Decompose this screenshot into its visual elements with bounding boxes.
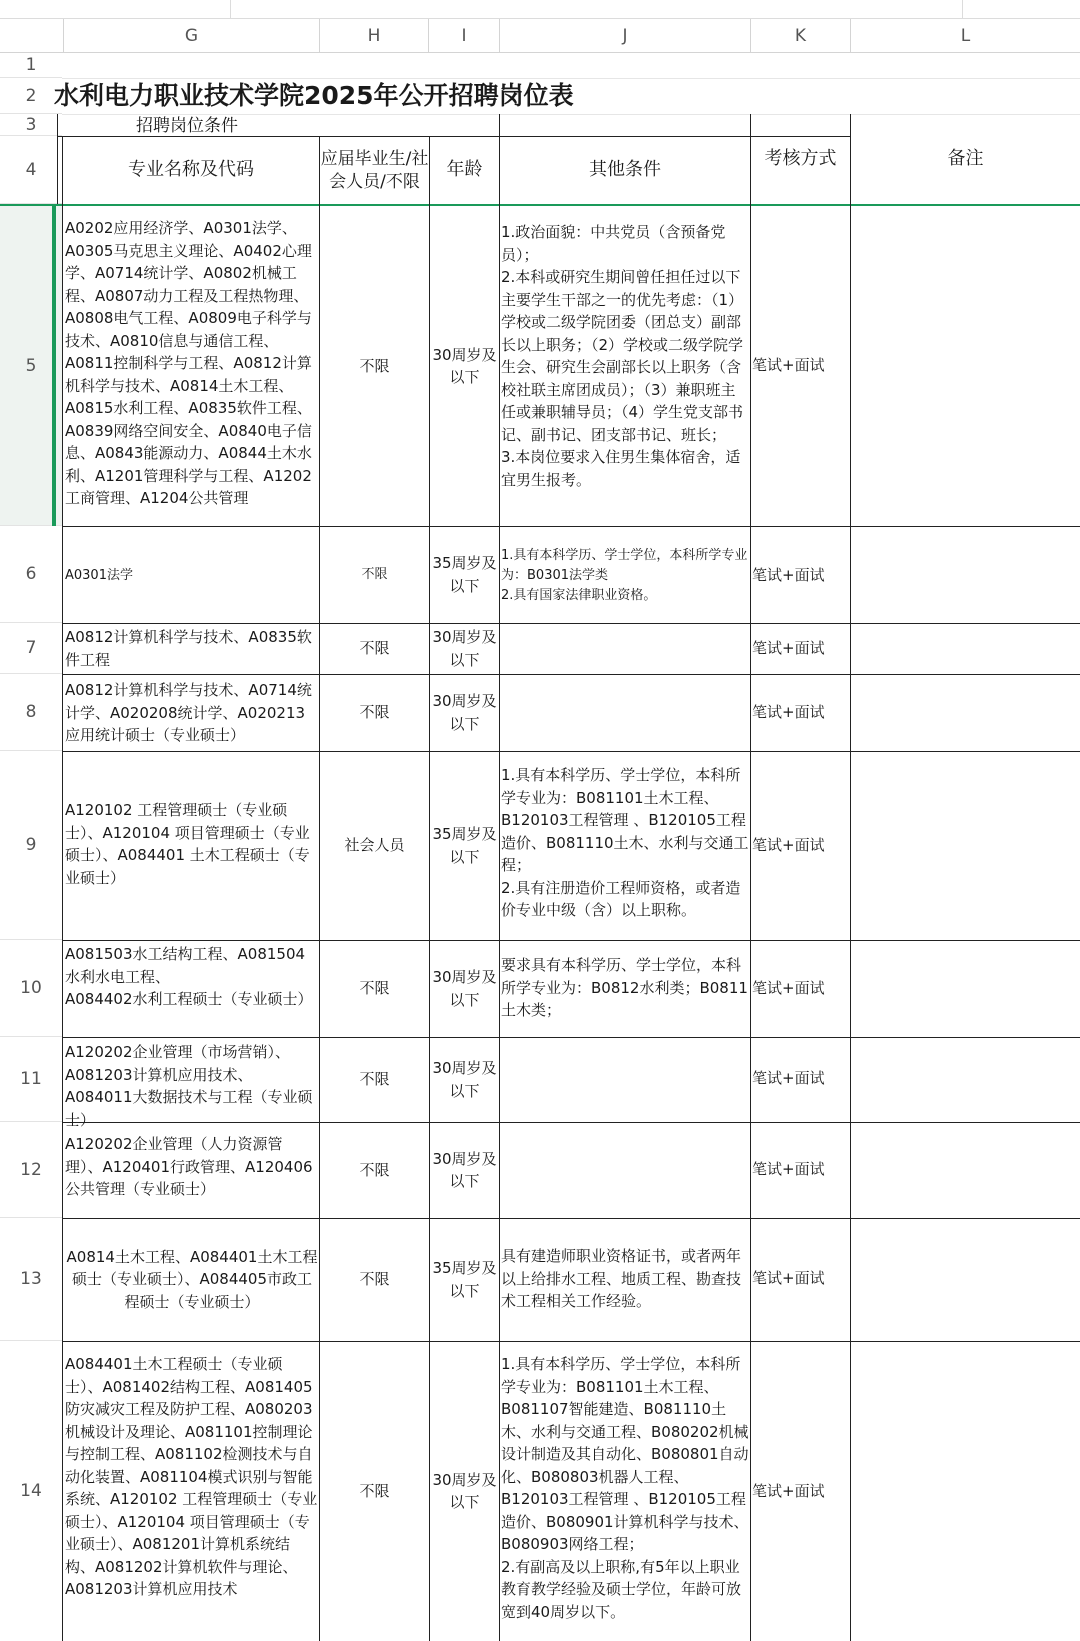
row14-exam[interactable]: 笔试+面试 xyxy=(752,1482,825,1500)
row8-other[interactable] xyxy=(501,680,750,748)
row-header-11[interactable]: 11 xyxy=(0,1037,62,1122)
row6-status[interactable]: 不限 xyxy=(361,566,388,582)
row11-exam[interactable]: 笔试+面试 xyxy=(752,1069,825,1087)
column-header-l[interactable]: L xyxy=(960,25,971,46)
row7-other[interactable] xyxy=(501,626,750,672)
row-header-6[interactable]: 6 xyxy=(0,526,62,623)
row8-status[interactable]: 不限 xyxy=(359,703,390,722)
header-status[interactable]: 应届毕业生/社会人员/不限 xyxy=(320,148,429,192)
column-header-bar xyxy=(0,19,1080,53)
row11-major[interactable]: A120202企业管理（市场营销）、A081203计算机应用技术、A084011大数据技术与工程（专业硕士） xyxy=(65,1043,313,1129)
row12-other[interactable] xyxy=(501,1126,750,1214)
row9-age[interactable]: 35周岁及以下 xyxy=(432,825,497,866)
formula-input[interactable] xyxy=(230,0,963,18)
header-other[interactable]: 其他条件 xyxy=(589,159,661,181)
column-header-k[interactable]: K xyxy=(751,19,851,52)
row14-status[interactable]: 不限 xyxy=(359,1481,390,1500)
row7-status[interactable]: 不限 xyxy=(359,639,390,658)
row10-exam[interactable]: 笔试+面试 xyxy=(752,979,825,997)
row5-major[interactable]: A0202应用经济学、A0301法学、A0305马克思主义理论、A0402心理学、A0714统计学、A0802机械工程、A0807动力工程及工程热物理、A0808电气工程、A0809电子科学与技术、A0810信息与通信工程、A0811控制科学与工程、A0812计算机科学与技术、A0814土木工程、A0815水利工程、A0835软件工程、A0839网络空间安全、A0840电子信息、A0843能源动力、A0844土木水利、A1201管理科学与工程、A1202工商管理、A1204公共管理 xyxy=(65,219,312,507)
header-major[interactable]: 专业名称及代码 xyxy=(128,159,254,181)
row11-status[interactable]: 不限 xyxy=(359,1070,390,1089)
row5-exam[interactable]: 笔试+面试 xyxy=(752,356,825,374)
column-header-j[interactable]: J xyxy=(500,19,751,52)
column-header-i[interactable]: I xyxy=(429,19,500,52)
row-header-13[interactable]: 13 xyxy=(0,1218,62,1341)
row-header-9[interactable]: 9 xyxy=(0,751,62,940)
row10-major[interactable]: A081503水工结构工程、A081504水利水电工程、 A084402水利工程硕士（专业硕士） xyxy=(65,945,313,1008)
row13-status[interactable]: 不限 xyxy=(359,1270,390,1289)
select-all-corner[interactable] xyxy=(0,19,64,52)
row7-age[interactable]: 30周岁及以下 xyxy=(432,628,497,669)
row11-age[interactable]: 30周岁及以下 xyxy=(432,1059,497,1100)
row8-major[interactable]: A0812计算机科学与技术、A0714统计学、A020208统计学、A020213应用统计硕士（专业硕士） xyxy=(65,681,312,744)
header-note[interactable]: 备注 xyxy=(947,148,984,170)
row9-exam[interactable]: 笔试+面试 xyxy=(752,836,825,854)
row13-age[interactable]: 35周岁及以下 xyxy=(432,1259,497,1300)
frozen-pane-divider xyxy=(0,204,1080,206)
row10-other[interactable]: 要求具有本科学历、学士学位，本科所学专业为：B0812水利类；B0811土木类； xyxy=(501,956,748,1019)
row6-age[interactable]: 35周岁及以下 xyxy=(432,554,497,595)
row14-major[interactable]: A084401土木工程硕士（专业硕士）、A081402结构工程、A081405防灾减灾工程及防护工程、A080203机械设计及理论、A081101控制理论与控制工程、A081102检测技术与自动化装置、A081104模式识别与智能系统、A120102 工程管理硕士（专业硕士）、A120104 项目管理硕士（专业硕士）、A081201计算机系统结构、A081202计算机软件与理论、A081203计算机应用技术 xyxy=(65,1355,318,1598)
row-header-5[interactable]: 5 xyxy=(0,206,62,526)
row5-age[interactable]: 30周岁及以下 xyxy=(432,345,497,386)
row6-exam[interactable]: 笔试+面试 xyxy=(752,566,825,584)
row9-status[interactable]: 社会人员 xyxy=(344,836,405,855)
column-header-h[interactable]: H xyxy=(320,19,429,52)
row9-major[interactable]: A120102 工程管理硕士（专业硕士）、A120104 项目管理硕士（专业硕士）、A084401 土木工程硕士（专业硕士） xyxy=(65,801,310,887)
row-header-7[interactable]: 7 xyxy=(0,623,62,674)
row12-age[interactable]: 30周岁及以下 xyxy=(432,1149,497,1190)
group-header[interactable]: 招聘岗位条件 xyxy=(136,116,238,136)
sheet-title[interactable]: 水利电力职业技术学院2025年公开招聘岗位表 xyxy=(54,81,574,110)
row-header-10[interactable]: 10 xyxy=(0,940,62,1037)
row14-other[interactable]: 1.具有本科学历、学士学位，本科所学专业为：B081101土木工程、B081107智能建造、B081110土木、水利与交通工程、B080202机械设计制造及其自动化、B080801自动化、B080803机器人工程、B120103工程管理 、B120105工程造价、B080901计算机科学与技术、B080903网络工程； 2.有副高及以上职称,有5年以上职业教育教学经验及硕士学位，年龄可放宽到40周岁以下。 xyxy=(501,1355,749,1621)
row6-other[interactable]: 1.具有本科学历、学士学位，本科所学专业为：B0301法学类 2.具有国家法律职业资格。 xyxy=(501,548,748,603)
row8-exam[interactable]: 笔试+面试 xyxy=(752,703,825,721)
formula-bar[interactable] xyxy=(0,0,1080,19)
row5-status[interactable]: 不限 xyxy=(359,356,390,375)
row7-exam[interactable]: 笔试+面试 xyxy=(752,639,825,657)
row11-other[interactable] xyxy=(501,1041,750,1119)
row-header-12[interactable]: 12 xyxy=(0,1122,62,1218)
header-age[interactable]: 年龄 xyxy=(446,159,483,181)
row10-age[interactable]: 30周岁及以下 xyxy=(432,968,497,1009)
row13-exam[interactable]: 笔试+面试 xyxy=(752,1269,825,1287)
name-box[interactable] xyxy=(0,0,231,18)
row13-other[interactable]: 具有建造师职业资格证书，或者两年以上给排水工程、地质工程、勘查技术工程相关工作经验。 xyxy=(501,1247,742,1310)
row7-major[interactable]: A0812计算机科学与技术、A0835软件工程 xyxy=(65,628,312,669)
row-header-3[interactable]: 3 xyxy=(0,114,62,136)
row6-major[interactable]: A0301法学 xyxy=(65,568,133,583)
row-header-1[interactable]: 1 xyxy=(0,53,62,78)
row12-status[interactable]: 不限 xyxy=(359,1160,390,1179)
row13-major[interactable]: A0814土木工程、A084401土木工程硕士（专业硕士）、A084405市政工程硕士（专业硕士） xyxy=(66,1247,318,1311)
row-header-8[interactable]: 8 xyxy=(0,674,62,751)
header-exam[interactable]: 考核方式 xyxy=(764,148,837,170)
row9-other[interactable]: 1.具有本科学历、学士学位，本科所学专业为：B081101土木工程、B120103工程管理 、B120105工程造价、B081110土木、水利与交通工程； 2.具有注册造价工程师资格，或者造价专业中级（含）以上职称。 xyxy=(501,766,749,919)
row14-age[interactable]: 30周岁及以下 xyxy=(432,1470,497,1511)
row12-major[interactable]: A120202企业管理（人力资源管理）、A120401行政管理、A120406公共管理（专业硕士） xyxy=(65,1135,313,1198)
row-header-4[interactable]: 4 xyxy=(0,136,62,204)
row8-age[interactable]: 30周岁及以下 xyxy=(432,692,497,733)
column-header-g[interactable]: G xyxy=(64,19,320,52)
row-selection-indicator xyxy=(52,206,56,526)
row12-exam[interactable]: 笔试+面试 xyxy=(752,1160,825,1178)
row-header-14[interactable]: 14 xyxy=(0,1341,62,1641)
row10-status[interactable]: 不限 xyxy=(359,979,390,998)
row5-other[interactable]: 1.政治面貌：中共党员（含预备党员）； 2.本科或研究生期间曾任担任过以下主要学生干部之一的优先考虑：（1）学校或二级学院团委（团总支）副部长以上职务；（2）学校或二级学院学生会、研究生会副部长以上职务（含校社联主席团成员）；（3）兼职班主任或兼职辅导员；（4）学生党支部书记、副书记、团支部书记、班长； 3.本岗位要求入住男生集体宿舍，适宜男生报考。 xyxy=(501,223,744,489)
row-header-2[interactable]: 2 xyxy=(0,78,62,114)
